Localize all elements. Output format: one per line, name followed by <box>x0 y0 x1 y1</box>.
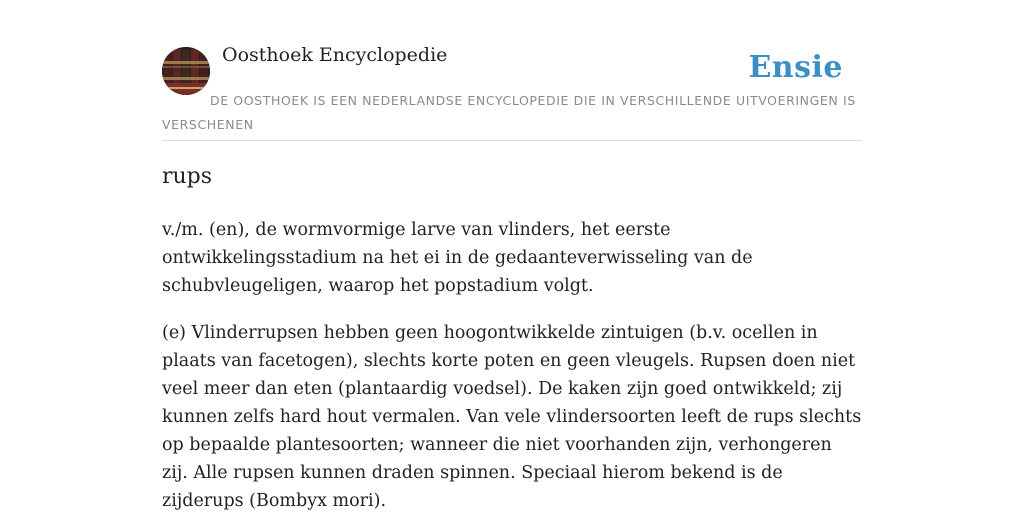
site-tagline: DE OOSTHOEK IS EEN NEDERLANDSE ENCYCLOPEDIE DIE IN VERSCHILLENDE UITVOERINGEN IS VERSCHENEN <box>162 93 856 132</box>
site-header <box>162 0 862 141</box>
brand-logo[interactable]: Ensie <box>748 50 843 85</box>
definition-paragraph: (e) Vlinderrupsen hebben geen hoogontwikkelde zintuigen (b.v. ocellen in plaats van facetogen), slechts korte poten en geen vleugels. Rupsen doen niet veel meer dan eten (plantaardig voedsel). De kaken zijn goed ontwikkeld; zij kunnen zelfs hard hout vermalen. Van vele vlindersoorten leeft de rups slechts op bepaalde plantesoorten; wanneer die niet voorhanden zijn, verhongeren zij. Alle rupsen kunnen draden spinnen. Speciaal hierom bekend is de zijderups (Bombyx mori). <box>162 323 862 511</box>
page-container <box>162 0 862 511</box>
entry-term: rups <box>162 164 213 189</box>
book-spines-icon[interactable] <box>162 47 210 95</box>
definition-paragraph: v./m. (en), de wormvormige larve van vlinders, het eerste ontwikkelingsstadium na het ei in de gedaanteverwisseling van de schubvleugeligen, waarop het popstadium volgt. <box>162 220 753 296</box>
site-name[interactable]: Oosthoek Encyclopedie <box>222 44 448 66</box>
